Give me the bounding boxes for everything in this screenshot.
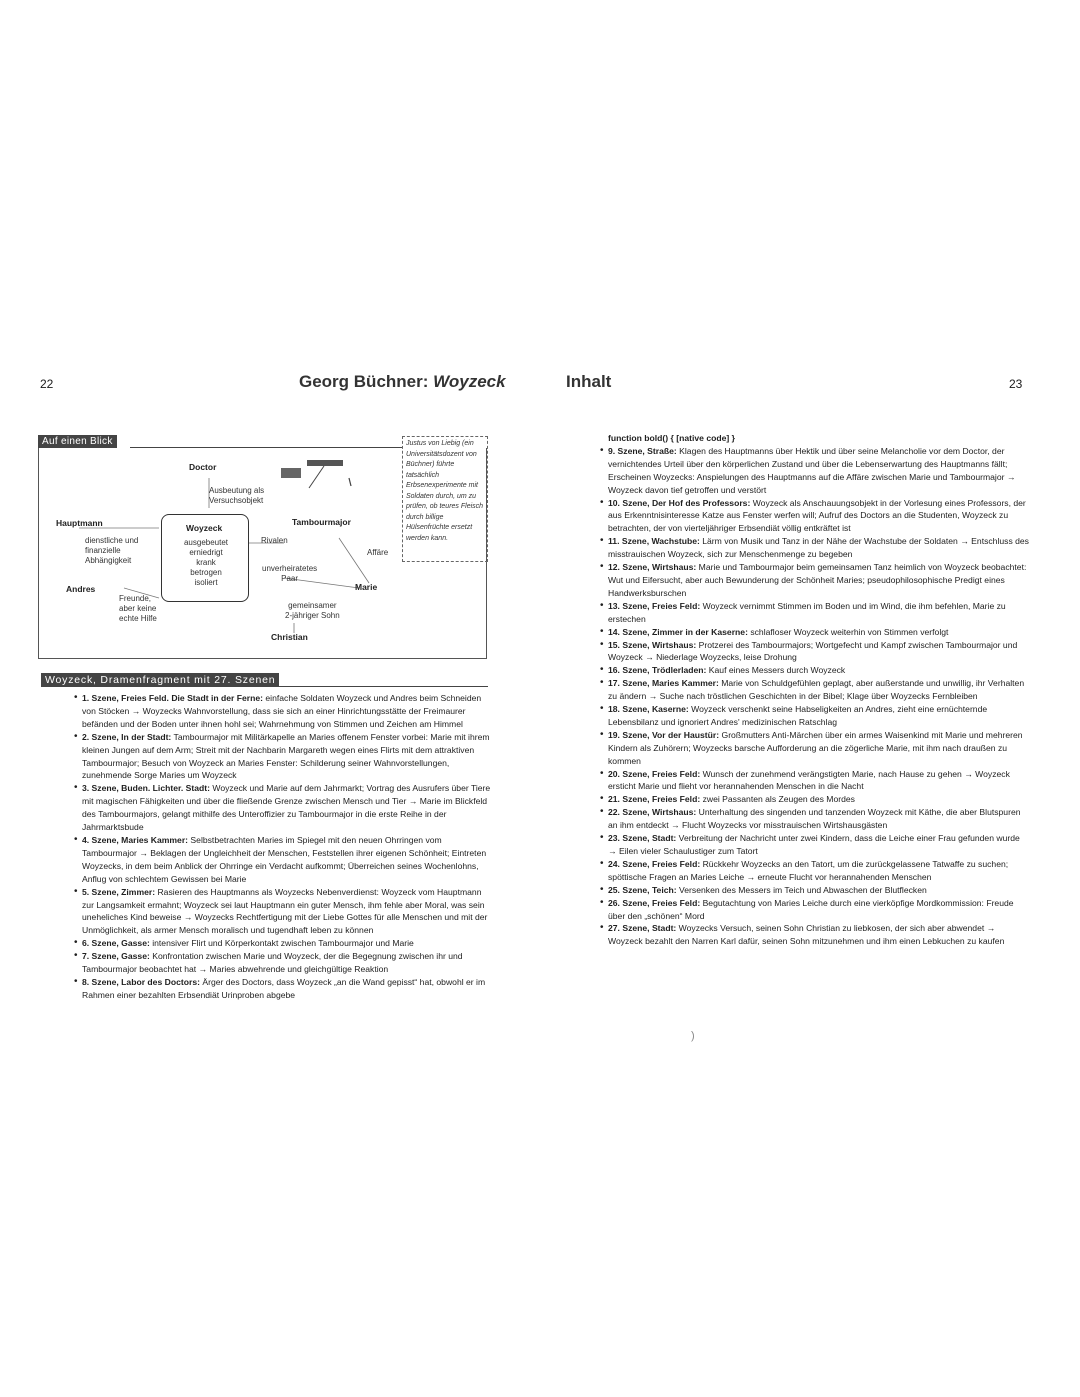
scene-title: 3. Szene, Buden. Lichter. Stadt: — [82, 783, 210, 794]
scene-title: 15. Szene, Wirtshaus: — [608, 639, 697, 650]
scene-summary: Wunsch der zunehmend verängstigten Marie, nach Hause zu gehen → Woyzeck ersticht Marie und flieht vor herannahenden Menschen in die Nacht — [608, 768, 1010, 792]
scene-summary: Marie von Schuldgefühlen geplagt, aber außerstande und unwillig, ihr Verhalten zu ändern → Suche nach tröstlichen Geschichten in der Bibel; Klage über Woyzecks Fernbleiben — [608, 678, 1025, 702]
scene-title: 27. Szene, Stadt: — [608, 923, 677, 934]
left-scene-list — [74, 692, 494, 1002]
label-woyzeck: Woyzeck — [186, 523, 223, 533]
scene-title: 16. Szene, Trödlerladen: — [608, 665, 707, 676]
book-title-author: Georg Büchner: — [299, 372, 429, 391]
scene-title: 23. Szene, Stadt: — [608, 833, 677, 844]
scene-item — [600, 703, 1030, 729]
scene-summary: Woyzeck als Anschauungsobjekt in der Vorlesung eines Professors, der aus Erkenntnisinteresse Katze aus Fenster werfen will; Aufruf des Doctors an die Studenten, Woyzeck zu betrachten, der von vierteljähriger Erbsendiät völlig entkräftet ist — [608, 497, 1026, 534]
scene-item — [600, 793, 1030, 806]
right-section-title: Inhalt — [566, 372, 612, 391]
scene-summary: Kauf eines Messers durch Woyzeck — [706, 665, 846, 676]
label-friends: Freunde, aber keine echte Hilfe — [119, 594, 157, 623]
scene-summary: Woyzecks Versuch, seinen Sohn Christian zu liebkosen, der sich aber abwendet → Woyzeck bezahlt den Narren Karl dafür, seinen Sohn mitzunehmen und ihm einen Lebkuchen zu kaufen — [608, 923, 1005, 947]
scene-title: 8. Szene, Labor des Doctors: — [82, 976, 200, 987]
scene-title: 26. Szene, Freies Feld: — [608, 897, 701, 908]
label-exploitation: Ausbeutung als Versuchsobjekt — [209, 486, 265, 505]
label-rivals: Rivalen — [261, 536, 288, 545]
label-captain-relation: dienstliche und finanzielle Abhängigkeit — [85, 536, 139, 565]
scene-title: 13. Szene, Freies Feld: — [608, 600, 701, 611]
scene-item — [600, 626, 1030, 639]
scene-summary: zwei Passanten als Zeugen des Mordes — [700, 794, 855, 805]
scene-item — [600, 922, 1030, 948]
scene-item — [600, 600, 1030, 626]
scene-summary: Woyzeck und Marie auf dem Jahrmarkt; Vortrag des Ausrufers über Tiere mit magischen Fähigkeiten und über die fließende Grenze zwischen Mensch und Tier → Marie im Blickfeld des Tambourmajors, gelangt mithilfe des Unteroffizier zu Tambourmajor in die erste Reihe in der Jahrmarktsbude — [82, 783, 491, 833]
scene-item — [600, 806, 1030, 832]
scene-item — [600, 561, 1030, 600]
left-page-number: 22 — [40, 377, 54, 391]
overview-heading: Auf einen Blick — [38, 435, 117, 448]
scene-title: 24. Szene, Freies Feld: — [608, 858, 701, 869]
scene-title: 12. Szene, Wirtshaus: — [608, 562, 697, 573]
scene-summary: Ärger des Doctors, dass Woyzeck „an die Wand gepisst“ hat, obwohl er im Rahmen einer bezahlten Erbsendiät Urinproben abgebe — [82, 976, 486, 1000]
scene-summary: Verbreitung der Nachricht unter zwei Kindern, dass die Leiche einer Frau gefunden wurde → Eilen vieler Schaulustiger zum Tatort — [608, 833, 1020, 856]
scene-title: 21. Szene, Freies Feld: — [608, 794, 701, 805]
scene-title: 19. Szene, Vor der Haustür: — [608, 729, 720, 740]
scene-title: 20. Szene, Freies Feld: — [608, 768, 701, 779]
scene-summary: Großmutters Anti-Märchen über ein armes Waisenkind mit Marie und mehreren Kindern als Zuhörern; Woyzecks barsche Aufforderung an die zögerliche Marie, mit ihm nach draußen zu kommen — [608, 729, 1023, 766]
scene-item — [74, 886, 494, 938]
scene-title: 14. Szene, Zimmer in der Kaserne: — [608, 626, 748, 637]
label-drum-major: Tambourmajor — [292, 517, 351, 527]
microscope-icon — [281, 460, 351, 488]
scene-title: 7. Szene, Gasse: — [82, 951, 150, 962]
scene-summary: Tambourmajor mit Militärkapelle an Maries offenem Fenster vorbei: Marie mit ihrem kleinen Jungen auf dem Arm; Streit mit der Nachbarin Margareth wegen eines Flirts mit dem attraktiven Tambourmajor; Besuch von Woyzeck an Maries Fenster: Schilderung seiner Wahnvorstellungen, zunehmende Sorge Maries um Woyzeck — [82, 731, 490, 781]
scene-summary: intensiver Flirt und Körperkontakt zwischen Tambourmajor und Marie — [149, 938, 414, 949]
scene-title: 6. Szene, Gasse: — [82, 938, 150, 949]
scene-item — [600, 884, 1030, 897]
label-andres: Andres — [66, 584, 96, 594]
right-page-number: 23 — [1009, 377, 1023, 391]
scene-item — [74, 834, 494, 886]
scene-item — [74, 937, 494, 950]
label-doctor: Doctor — [189, 462, 217, 472]
scene-item — [600, 664, 1030, 677]
pen-mark: ) — [691, 1030, 695, 1042]
scene-item — [600, 832, 1030, 858]
scene-item — [600, 639, 1030, 665]
scene-title: 17. Szene, Maries Kammer: — [608, 678, 719, 689]
scene-title: 18. Szene, Kaserne: — [608, 704, 689, 715]
scene-summary: Unterhaltung des singenden und tanzenden Woyzeck mit Käthe, die aber Blutspuren an ihm entdeckt → Flucht Woyzecks vor misstrauischen Wirtshausgästen — [608, 807, 1021, 831]
liebig-note: Justus von Liebig (ein Universitätsdozent von Büchner) führte tatsächlich Erbsenexperimente mit Soldaten durch, um zu prüfen, ob teures Fleisch durch billige Hülsenfrüchte ersetzt werden kann. — [402, 436, 488, 562]
scene-title: function bold() { [native code] } — [608, 433, 735, 443]
label-son: gemeinsamer 2-jähriger Sohn — [285, 601, 340, 620]
scene-item — [600, 897, 1030, 923]
scene-title: 10. Szene, Der Hof des Professors: — [608, 497, 751, 508]
scene-summary: Rückkehr Woyzecks an den Tatort, um die zurückgelassene Tatwaffe zu suchen; spöttische Fragen an Maries Leiche → erneute Flucht vor herannahenden Menschen — [608, 858, 1009, 882]
scene-title: 9. Szene, Straße: — [608, 445, 677, 456]
label-captain: Hauptmann — [56, 518, 103, 528]
scene-summary: Begutachtung von Maries Leiche durch eine vierköpfige Mordkommission: Freude über den „schönen“ Mord — [608, 897, 1014, 921]
scene-title: 4. Szene, Maries Kammer: — [82, 834, 189, 845]
scene-summary: Lärm von Musik und Tanz in der Nähe der Wachstube der Soldaten → Entschluss des misstrauischen Woyzeck, sich zur Menschenmenge zu begeben — [608, 536, 1029, 560]
scene-title: 22. Szene, Wirtshaus: — [608, 807, 697, 818]
scene-item — [74, 692, 494, 731]
scene-summary: Marie und Tambourmajor beim gemeinsamen Tanz heimlich von Woyzeck beobachtet: Wut und Eifersucht, aber auch Bewunderung der Schönheit Maries; pseudophilosophische Predigt eines Handwerksburschen — [608, 562, 1027, 598]
scene-summary: Woyzeck vernimmt Stimmen im Boden und im Wind, die ihm befehlen, Marie zu erstechen — [608, 600, 1006, 624]
scene-summary: Protzerei des Tambourmajors; Wortgefecht und Kampf zwischen Tambourmajor und Woyzeck → Niederlage Woyzecks, leise Drohung — [608, 639, 1018, 663]
scene-summary: Versenken des Messers im Teich und Abwaschen der Blutflecken — [676, 884, 927, 895]
scene-item — [74, 782, 494, 834]
label-unmarried: unverheiratetes Paar — [262, 564, 318, 583]
scene-title: 25. Szene, Teich: — [608, 884, 677, 895]
scene-item — [600, 677, 1030, 703]
scene-item — [600, 445, 1030, 497]
scene-item — [600, 858, 1030, 884]
scene-summary: schlafloser Woyzeck weiterhin von Stimmen verfolgt — [747, 626, 949, 637]
scene-item — [600, 432, 1030, 445]
book-title — [299, 372, 506, 392]
scenes-heading: Woyzeck, Dramenfragment mit 27. Szenen — [41, 673, 279, 687]
scene-item — [600, 497, 1030, 536]
label-woyzeck-traits: ausgebeutet erniedrigt krank betrogen isoliert — [183, 538, 229, 587]
scene-title: 11. Szene, Wachstube: — [608, 536, 700, 547]
scene-item — [600, 535, 1030, 561]
scene-summary: Woyzeck verschenkt seine Habseligkeiten an Andres, zieht eine ernüchternde Lebensbilanz und ignoriert Andres' medizinischen Ratschlag — [608, 704, 988, 727]
label-marie: Marie — [355, 582, 378, 592]
book-title-work: Woyzeck — [433, 372, 506, 391]
scene-title: 1. Szene, Freies Feld. Die Stadt in der Ferne: — [82, 693, 263, 703]
scene-item — [600, 729, 1030, 768]
scene-summary: einfache Soldaten Woyzeck und Andres beim Schneiden von Stöcken → Woyzecks Wahnvorstellung, dass sie sich an einer Hinrichtungsstätte der Freimaurer befänden und der Boden unter ihnen hohl sei; Wahrnehmung von Stimmen und Zeichen am Himmel — [82, 693, 482, 729]
scene-item — [600, 768, 1030, 794]
scene-summary: Konfrontation zwischen Marie und Woyzeck, der die Begegnung zwischen ihr und Tambourmajor beobachtet hat → Maries abwehrende und gleichgültige Reaktion — [82, 951, 463, 975]
scene-item — [74, 976, 494, 1002]
label-christian: Christian — [271, 632, 308, 642]
scene-title: 2. Szene, In der Stadt: — [82, 731, 172, 742]
scene-item — [74, 950, 494, 976]
label-affair: Affäre — [367, 548, 389, 557]
scenes-heading-rule — [270, 686, 488, 687]
scene-title: 5. Szene, Zimmer: — [82, 886, 156, 897]
right-scene-list — [600, 432, 1030, 948]
scene-summary: Rasieren des Hauptmanns als Woyzecks Nebenverdienst: Woyzeck vom Hauptmann zur Langsamkeit ermahnt; Woyzeck sei laut Hauptmann ein guter Mensch, ihm fehle aber Moral, was sein uneheliches Kind beweise → Woyzecks Rechtfertigung mit der Liebe Gottes für alle Menschen und mit der Unmöglichkeit, als armer Mensch moralisch und tugendhaft leben zu können — [82, 886, 488, 936]
scene-summary: Selbstbetrachten Maries im Spiegel mit den neuen Ohrringen vom Tambourmajor → Beklagen der Ungleichheit der Menschen, Feststellen ihrer eigenen Schönheit; Eintreten Woyzecks, in dem beim Anblick der Ohrringe ein Verdacht aufkommt; Überreichen seines Wochenlohns, Anflug von schlechtem Gewissen bei Marie — [82, 834, 487, 884]
scene-item — [74, 731, 494, 783]
scene-summary: Klagen des Hauptmanns über Hektik und über seine Melancholie vor dem Doctor, der vernichtendes Urteil über den körperlichen Zustand und über die Lebenserwartung des Hauptmanns fällt; Erscheinen Woyzecks: Anspielungen des Hauptmanns auf die Affäre zwischen Marie und Tambourmajor → Woyzeck davon tief getroffen und verstört — [608, 445, 1016, 495]
